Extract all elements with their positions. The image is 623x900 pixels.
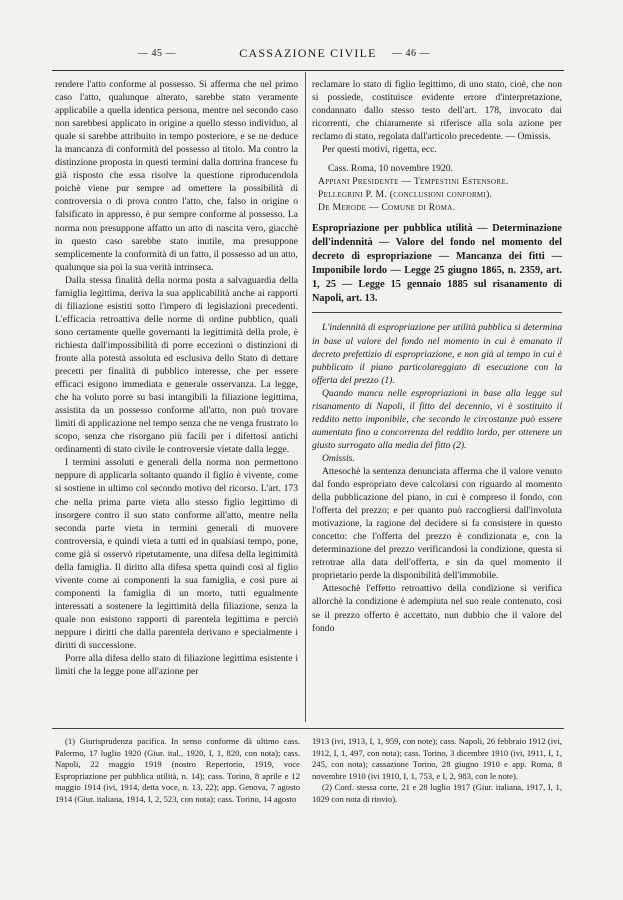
judges-line-2: Pellegrini P. M. (conclusioni conformi). — [318, 189, 493, 201]
omissis-label: Omissis. — [322, 452, 355, 464]
paragraph: I termini assoluti e generali della norma non permettono neppure di applicarla soltanto quando il figlio è vivente, come si sostiene in ultimo col secondo motivo del ricorso. L'art. 173 che nella prima parte vieta allo stesso figlio legittimo di insorgere contro il suo stato conforme all'atto, mentre nella seconda parte vieta in termini generali di muovere controversia, e quindi vieta a tutti ed in qualsiasi tempo, pone, come già si osservò ripetutamente, una difesa della legittimità della famiglia. Il diritto alla difesa spetta quindi così al figlio vivente come ai componenti la sua famiglia, e così pure ai componenti la famiglia di un morto, tutti egualmente interessati a sostenere la legittimità della filiazione, senza la quale non esistono rapporti di parentela legittima e perciò neppure i diritti che dalla parentela derivano e specialmente i diritti di successione. — [55, 457, 298, 652]
paragraph: Attesochè la sentenza denunciata afferma che il valore venuto dal fondo espropriato deve calcolarsi con riguardo al momento della pubblicazione del piano, in cui è compreso il fondo, con l'offerta del prezzo; e per quanto può raccogliersi dall'involuta motivazione, la ragione del decidere si fa consistere in questo concetto: che l'offerta del prezzo è condizionata e, con la determinazione del prezzo verificandosi la condizione, questa si retrotrae alla data dell'offerta, e sin da quel momento il proprietario perde la disponibilità dell'immobile. — [312, 465, 562, 582]
footnotes-left — [55, 736, 300, 805]
column-divider — [305, 72, 306, 722]
footnotes-right — [312, 736, 562, 805]
page-number-left: — 45 — — [138, 48, 176, 59]
paragraph: Per questi motivi, rigetta, ecc. — [322, 144, 437, 156]
case-metadata — [312, 162, 562, 214]
section-rule — [312, 312, 562, 313]
paragraph: Dalla stessa finalità della norma posta a salvaguardia della famiglia legittima, deriva la sua applicabilità anche ai rapporti di filiazione esistiti sotto l'impero di legislazioni precedenti. L'efficacia retroattiva delle norme di ordine pubblico, quali sono certamente quelle governanti la legittimità della prole, è richiesta dall'impossibilità di porre eccezioni o distinzioni di fronte alla potestà assoluta ed esclusiva dello Stato di dettare precetti per finalità di pubblico interesse, che per essere efficaci esigono immediata e generale osservanza. La legge, che ha voluto porre su basi intangibili la filiazione legittima, assistita da un possesso conforme all'atto, non può trovare limiti di applicazione nel tempo senza che ne venga frustrato lo scopo, senza che risorgano più facili per i difettosi antichi ordinamenti di stato civile le controversie vietate dalla legge. — [55, 274, 298, 456]
page-header — [52, 46, 564, 66]
left-column — [55, 78, 298, 678]
massima-paragraph: Quando manca nelle espropriazioni in base alla legge sul risanamento di Napoli, il fitto del decennio, vi è sostituito il reddito netto imponibile, che secondo le circostanze può essere aumentato fino a concorrenza del reddito lordo, per ottenere un giusto surrogato alla media del fitto (2). — [312, 387, 562, 451]
right-column — [312, 78, 562, 635]
paragraph: Attesochè l'effetto retroattivo della condizione si verifica allorchè la condizione è adempiuta nel suo reale contenuto, così se il prezzo offerto è accettato, nun dubbio che il valore del fondo — [312, 583, 562, 634]
page-number-right: — 46 — — [392, 48, 430, 59]
footnote: (2) Conf. stessa corte, 21 e 28 luglio 1917 (Giur. italiana, 1917, I, 1, 1029 con nota di rinvio). — [312, 782, 562, 804]
footnote-rule — [52, 728, 564, 729]
case-line: Cass. Roma, 10 novembre 1920. — [328, 163, 453, 175]
massima-block — [312, 321, 562, 451]
parties-line: De Merode — Comune di Roma. — [318, 202, 456, 214]
footnote: 1913 (ivi, 1913, I, 1, 959, con note); cass. Napoli, 26 febbraio 1912 (ivi, 1912, I, 1, 497, con nota); cass. Torino, 3 dicembre 1910 (ivi, 1911, I, 1, 245, con nota); cassazione Torino, 28 giugno 1910 e app. Roma, 8 novembre 1910 (ivi 1910, I, 1, 753, e I, 2, 983, con le note). — [312, 736, 562, 781]
maxim-heading: Espropriazione per pubblica utilità — Determinazione dell'indennità — Valore del fondo nel momento del decreto di espropriazione — Mancanza dei fitti — Imponibile lordo — Legge 25 giugno 1865, n. 2359, art. 1, 25 — Legge 15 gennaio 1885 sul risanamento di Napoli, art. 13. — [312, 223, 562, 305]
paragraph: reclamare lo stato di figlio legittimo, di uno stato, cioè, che non si possiede, costituisce evidente errore d'interpretazione, condannato dallo stesso testo dell'art. 178, invocato dai ricorrenti, che chiaramente si riferisce alla sola azione per reclamo di stato, regolata dall'articolo precedente. — Omissis. — [312, 79, 562, 143]
header-rule — [52, 70, 564, 71]
massima-paragraph: L'indennità di espropriazione per utilità pubblica si determina in base al valore del fondo nel momento in cui è emanato il decreto prefettizio di espropriazione, e non già al tempo in cui è pubblicato il piano particolareggiato di esecuzione con la offerta del prezzo (1). — [312, 322, 562, 386]
paragraph: Porre alla difesa dello stato di filiazione legittima esistente i limiti che la legge pone all'azione per — [55, 653, 298, 678]
paragraph: rendere l'atto conforme al possesso. Si afferma che nel primo caso l'atto, qualunque alterato, sarebbe stato veramente applicabile a quella identica persona, mentre nel secondo caso non sarebbesi applicato in origine a quello stesso individuo, al quale si sarebbe attribuito in tempo posteriore, e se ne deduce la mancanza di conformità del possesso al titolo. Ma contro la distinzione proposta in questi termini dalla dottrina francese fu già risposto che essa risolve la questione riproducendola poichè viene pur sempre ad omettere la possibilità di controversia o di prova contro l'atto, che, falso in origine o falsificato in appresso, è pur sempre conforme al possesso. La norma non presuppone affatto un atto di nascita vero, giacchè in questo caso sarebbe stato inutile, ma presuppone semplicemente la conformità di un fatto, il possesso ad un atto, qualunque sia poi la sua verità intrinseca. — [55, 79, 298, 273]
running-title: CASSAZIONE CIVILE — [239, 46, 377, 60]
footnote: (1) Giurisprudenza pacifica. In senso conforme dà ultimo cass. Palermo, 17 luglio 1920 (Giur. ital., 1920, I, 1, 820, con nota); cass. Napoli, 22 maggio 1919 (nostro Repertorio, 1919, voce Espropriazione per pubblica utilità, n. 14); cass. Torino, 8 aprile e 12 maggio 1914 (ivi, 1914, detta voce, n. 13, 22); app. Genova, 7 agosto 1914 (Giur. italiana, 1914, I, 2, 523, con nota); cass. Torino, 14 agosto — [55, 736, 300, 804]
judges-line-1: Appiani Presidente — Tempestini Estensore. — [318, 176, 509, 188]
